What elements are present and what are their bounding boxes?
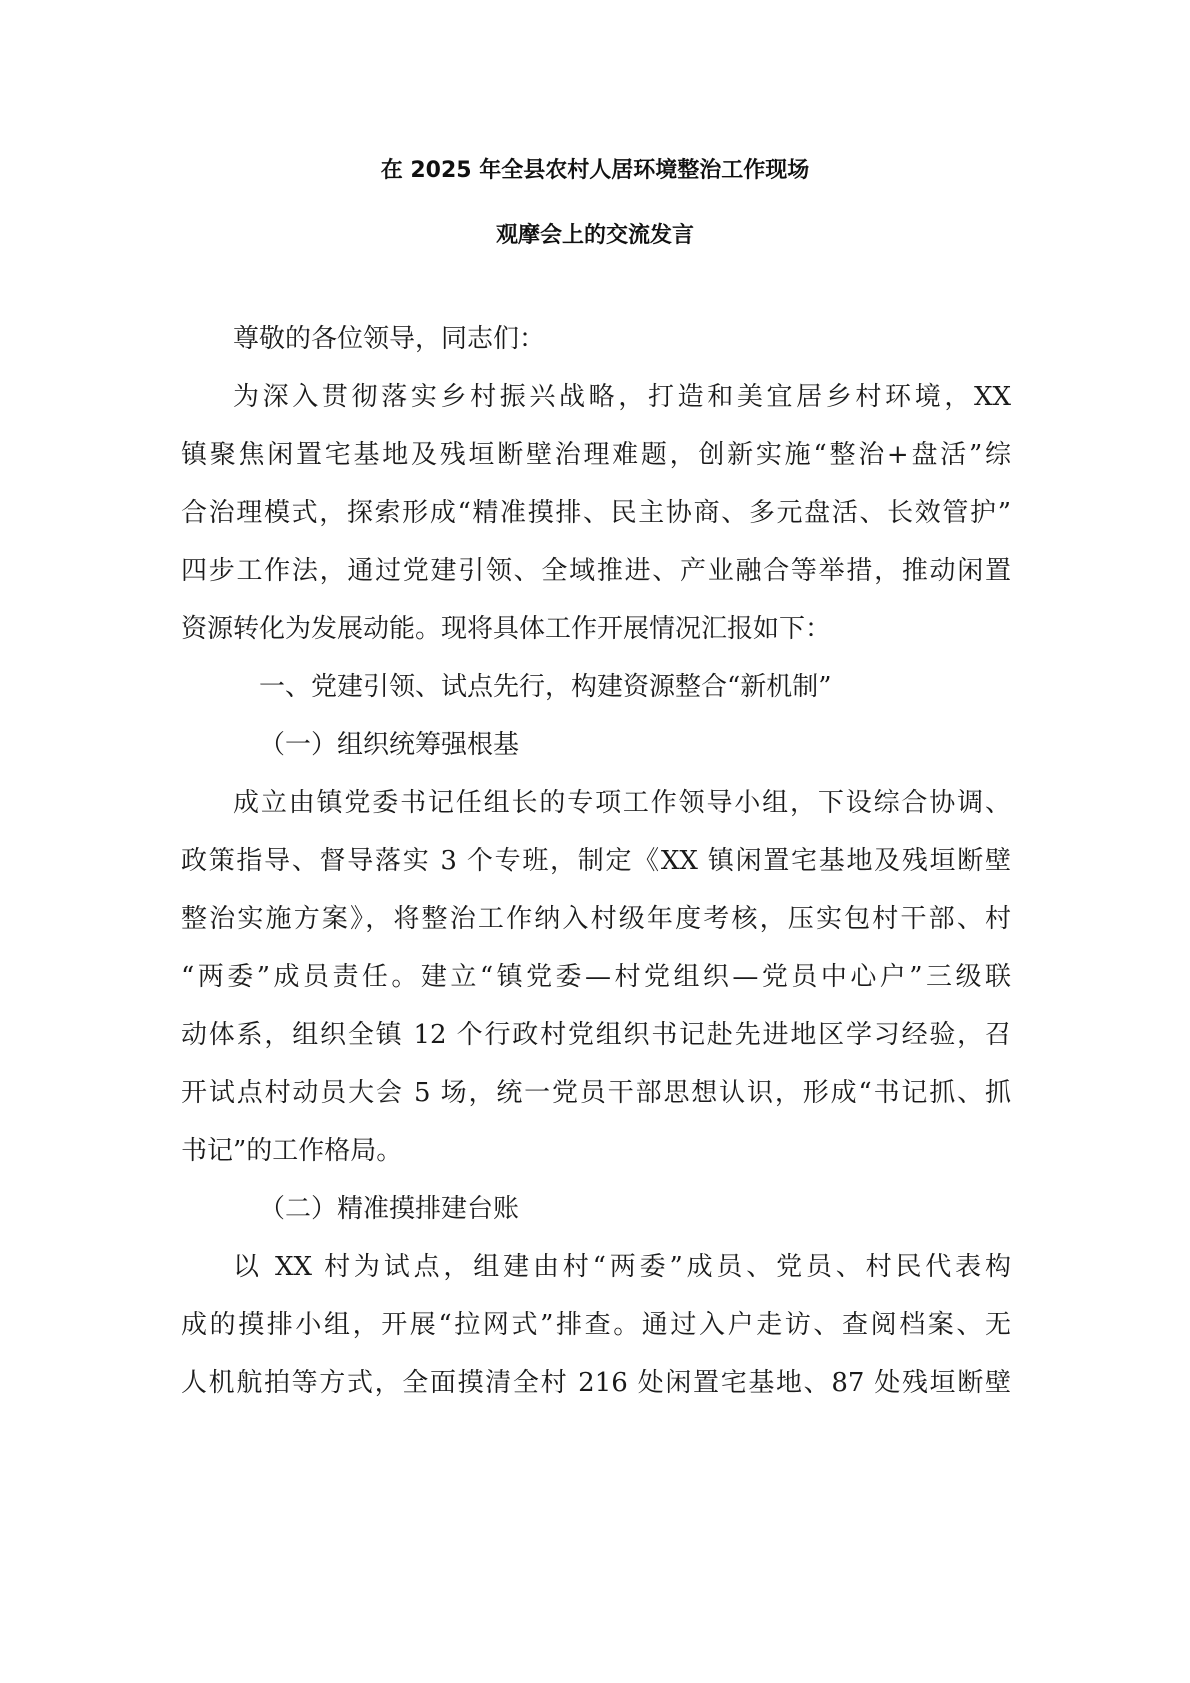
- paragraph-1-line: 合治理模式，探索形成“精准摸排、民主协商、多元盘活、长效管护”: [181, 498, 1011, 528]
- paragraph-2-line: 政策指导、督导落实 3 个专班，制定《XX 镇闲置宅基地及残垣断壁: [181, 846, 1011, 876]
- salutation: 尊敬的各位领导，同志们：: [233, 324, 546, 354]
- section-heading-1: 一、党建引领、试点先行，构建资源整合“新机制”: [259, 672, 832, 702]
- paragraph-2-line: 动体系，组织全镇 12 个行政村党组织书记赴先进地区学习经验，召: [181, 1020, 1011, 1050]
- paragraph-1-line: 镇聚焦闲置宅基地及残垣断壁治理难题，创新实施“整治+盘活”综: [181, 440, 1011, 470]
- paragraph-2-line: 整治实施方案》，将整治工作纳入村级年度考核，压实包村干部、村: [181, 904, 1011, 934]
- subsection-heading-1: （一）组织统筹强根基: [259, 730, 520, 760]
- paragraph-3-line: 以 XX 村为试点，组建由村“两委”成员、党员、村民代表构: [233, 1252, 1011, 1282]
- paragraph-1-line: 资源转化为发展动能。现将具体工作开展情况汇报如下：: [181, 614, 832, 644]
- paragraph-2-line: 开试点村动员大会 5 场，统一党员干部思想认识，形成“书记抓、抓: [181, 1078, 1011, 1108]
- document-title-line-1: 在 2025 年全县农村人居环境整治工作现场: [380, 158, 810, 183]
- paragraph-2-line: 书记”的工作格局。: [181, 1136, 403, 1166]
- subsection-heading-2: （二）精准摸排建台账: [259, 1194, 520, 1224]
- paragraph-2-line: 成立由镇党委书记任组长的专项工作领导小组，下设综合协调、: [233, 788, 1011, 818]
- document-title-line-2: 观摩会上的交流发言: [495, 223, 694, 248]
- paragraph-1-line: 四步工作法，通过党建引领、全域推进、产业融合等举措，推动闲置: [181, 556, 1011, 586]
- paragraph-2-line: “两委”成员责任。建立“镇党委—村党组织—党员中心户”三级联: [181, 962, 1011, 992]
- paragraph-3-line: 成的摸排小组，开展“拉网式”排查。通过入户走访、查阅档案、无: [181, 1310, 1011, 1340]
- paragraph-1-line: 为深入贯彻落实乡村振兴战略，打造和美宜居乡村环境，XX: [233, 382, 1011, 412]
- paragraph-3-line: 人机航拍等方式，全面摸清全村 216 处闲置宅基地、87 处残垣断壁: [181, 1368, 1011, 1398]
